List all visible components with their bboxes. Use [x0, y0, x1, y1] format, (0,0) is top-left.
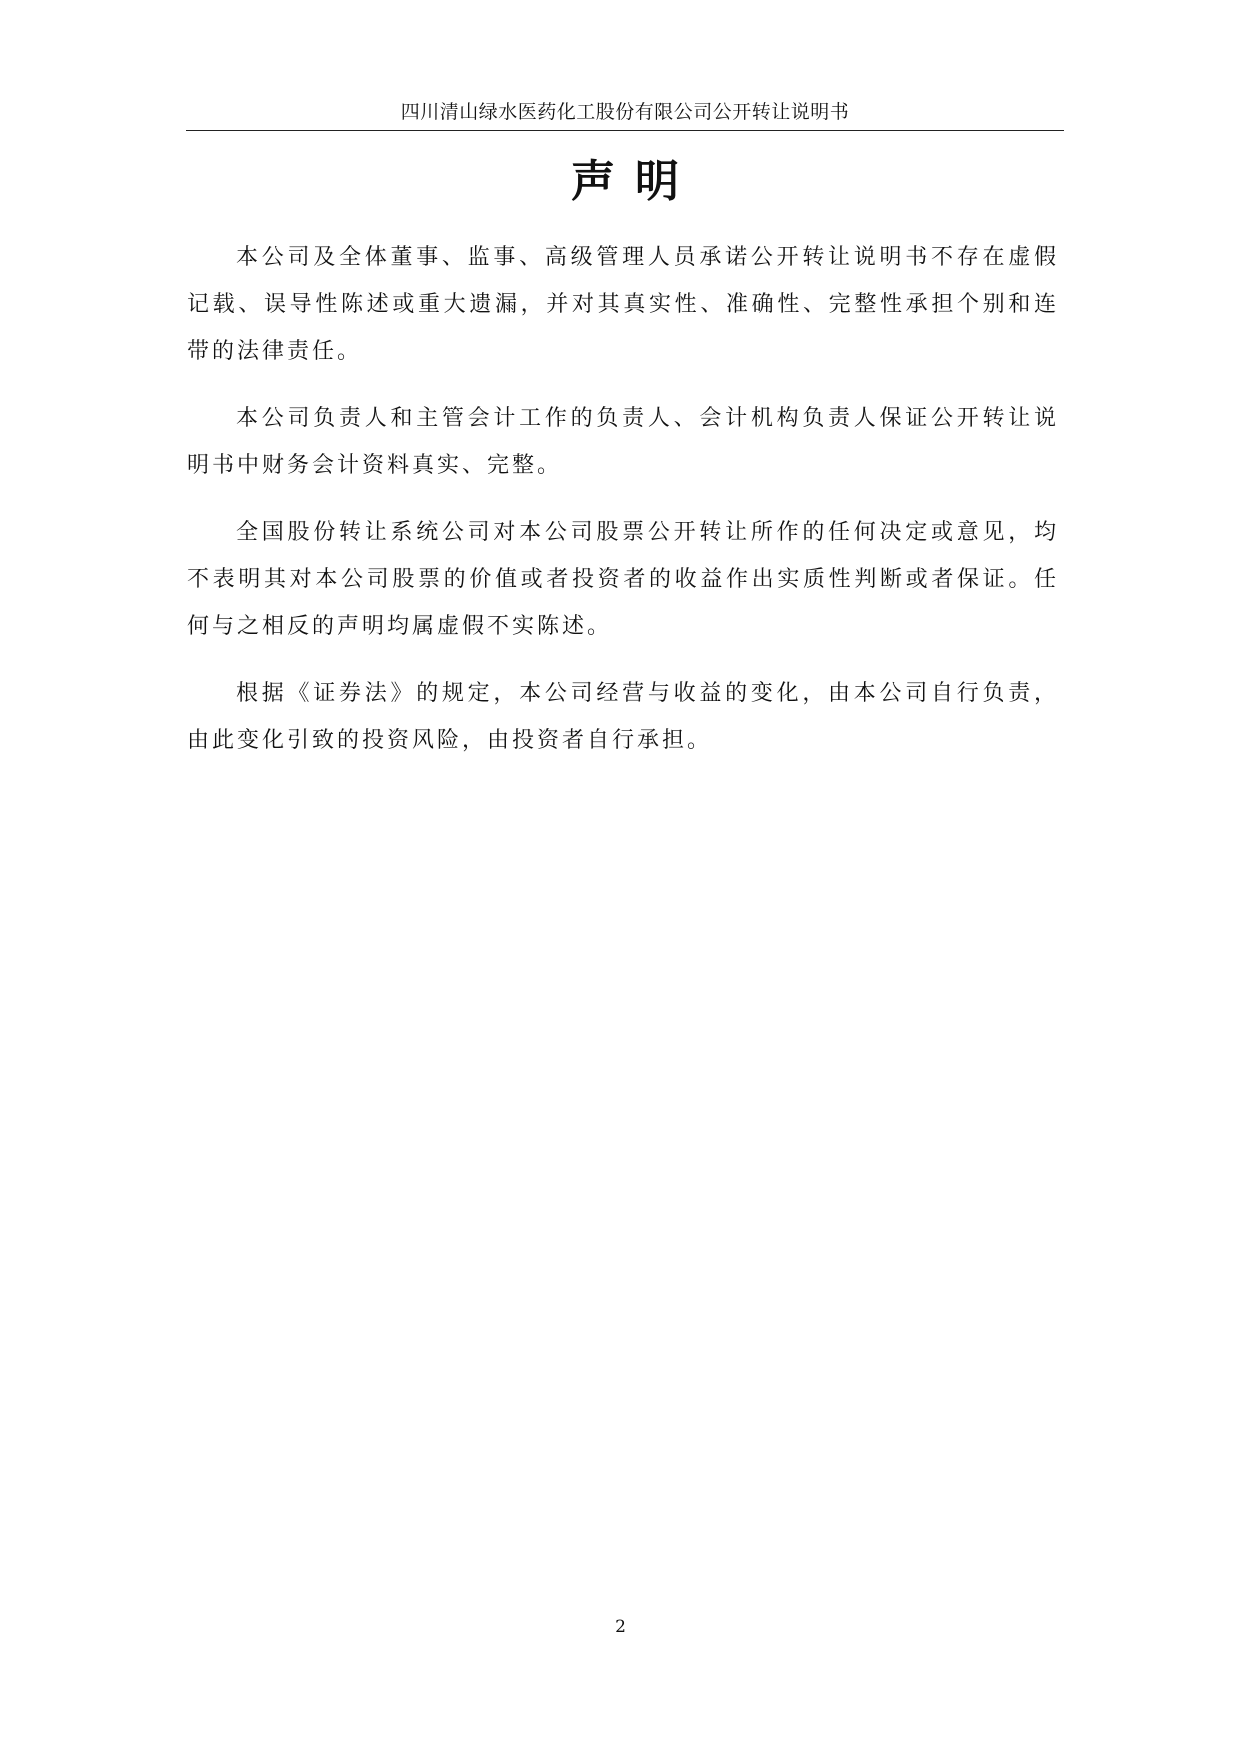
header-divider [186, 130, 1064, 131]
running-header: 四川清山绿水医药化工股份有限公司公开转让说明书 [400, 101, 850, 123]
paragraph-1: 本公司及全体董事、监事、高级管理人员承诺公开转让说明书不存在虚假记载、误导性陈述或重大遗漏，并对其真实性、准确性、完整性承担个别和连带的法律责任。 [187, 245, 1059, 364]
paragraph-2: 本公司负责人和主管会计工作的负责人、会计机构负责人保证公开转让说明书中财务会计资料真实、完整。 [187, 406, 1059, 478]
paragraph-4: 根据《证券法》的规定，本公司经营与收益的变化，由本公司自行负责，由此变化引致的投资风险，由投资者自行承担。 [187, 681, 1059, 753]
page-number: 2 [615, 1617, 626, 1637]
paragraph-3: 全国股份转让系统公司对本公司股票公开转让所作的任何决定或意见，均不表明其对本公司股票的价值或者投资者的收益作出实质性判断或者保证。任何与之相反的声明均属虚假不实陈述。 [187, 520, 1059, 639]
page-title: 声明 [571, 156, 699, 207]
declaration-body [187, 234, 1059, 784]
